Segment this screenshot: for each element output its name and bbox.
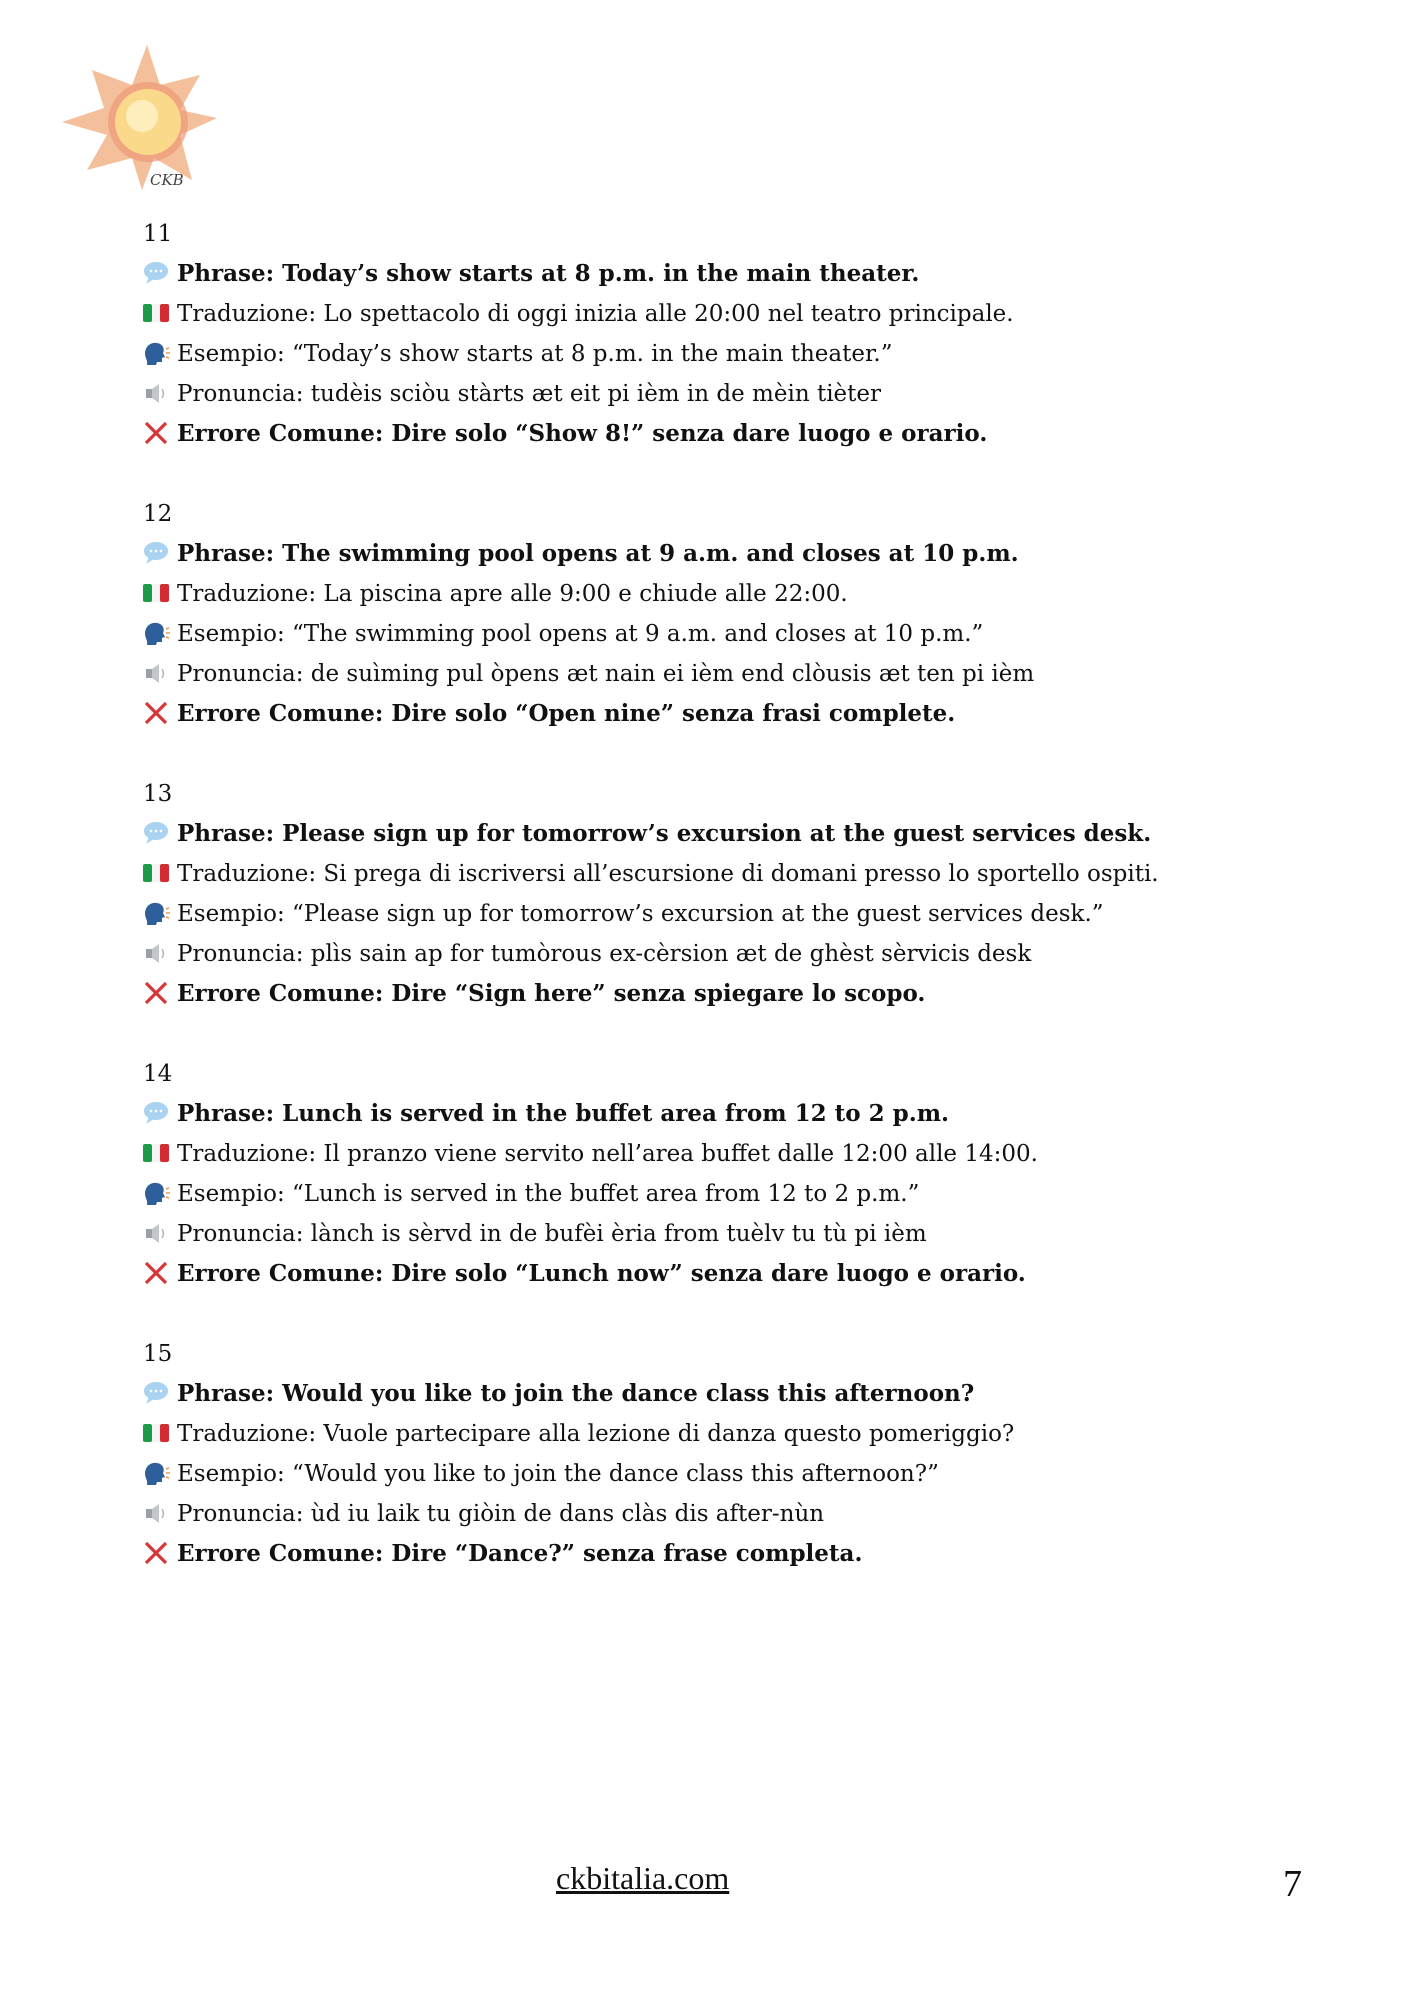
pronunciation-line [143,934,1283,974]
speech-bubble-icon [141,1380,171,1406]
translation-text: Traduzione: Il pranzo viene servito nell’area buffet dalle 12:00 alle 14:00. [177,1141,1038,1167]
speaking-head-icon [141,1460,171,1486]
phrase-entry [143,1334,1283,1574]
translation-line [143,854,1283,894]
speaker-icon [141,1220,171,1246]
translation-line [143,1414,1283,1454]
error-text: Errore Comune: Dire solo “Lunch now” senza dare luogo e orario. [177,1260,1026,1287]
phrase-line [143,1094,1283,1134]
phrase-line [143,1374,1283,1414]
cross-mark-icon [141,1540,171,1566]
example-text: Esempio: “Lunch is served in the buffet area from 12 to 2 p.m.” [177,1181,920,1207]
translation-text: Traduzione: Si prega di iscriversi all’escursione di domani presso lo sportello ospiti. [177,861,1159,887]
example-line [143,334,1283,374]
error-text: Errore Comune: Dire solo “Show 8!” senza dare luogo e orario. [177,420,988,447]
error-line [143,414,1283,454]
pronunciation-text: Pronuncia: de suìming pul òpens æt nain ei ièm end clòusis æt ten pi ièm [177,661,1035,687]
error-text: Errore Comune: Dire solo “Open nine” senza frasi complete. [177,700,956,727]
translation-line [143,294,1283,334]
speech-bubble-icon [141,820,171,846]
translation-text: Traduzione: Lo spettacolo di oggi inizia alle 20:00 nel teatro principale. [177,301,1014,327]
speaking-head-icon [141,900,171,926]
pronunciation-line [143,1494,1283,1534]
example-line [143,894,1283,934]
entry-number: 13 [143,781,173,807]
error-line [143,694,1283,734]
example-text: Esempio: “Please sign up for tomorrow’s excursion at the guest services desk.” [177,901,1104,927]
speech-bubble-icon [141,260,171,286]
error-text: Errore Comune: Dire “Dance?” senza frase completa. [177,1540,863,1567]
pronunciation-line [143,654,1283,694]
phrase-list [143,214,1283,1614]
italian-flag-icon [141,1420,171,1446]
example-line [143,1454,1283,1494]
speaker-icon [141,660,171,686]
page-number: 7 [1283,1863,1302,1905]
phrase-line [143,814,1283,854]
cross-mark-icon [141,980,171,1006]
phrase-text: Phrase: Lunch is served in the buffet area from 12 to 2 p.m. [177,1100,950,1127]
entry-number: 15 [143,1341,173,1367]
entry-number: 11 [143,221,173,247]
speaking-head-icon [141,340,171,366]
speaking-head-icon [141,1180,171,1206]
logo-signature: CKB [150,171,184,189]
speaker-icon [141,1500,171,1526]
phrase-text: Phrase: Would you like to join the dance class this afternoon? [177,1380,975,1407]
speaker-icon [141,380,171,406]
translation-text: Traduzione: La piscina apre alle 9:00 e chiude alle 22:00. [177,581,848,607]
phrase-text: Phrase: Please sign up for tomorrow’s excursion at the guest services desk. [177,820,1152,847]
italian-flag-icon [141,860,171,886]
pronunciation-text: Pronuncia: ùd iu laik tu giòin de dans clàs dis after-nùn [177,1501,825,1527]
pronunciation-line [143,1214,1283,1254]
phrase-entry [143,1054,1283,1294]
cross-mark-icon [141,1260,171,1286]
translation-line [143,1134,1283,1174]
speaker-icon [141,940,171,966]
sun-logo [62,40,232,200]
phrase-entry [143,494,1283,734]
example-text: Esempio: “Today’s show starts at 8 p.m. in the main theater.” [177,341,893,367]
pronunciation-text: Pronuncia: lànch is sèrvd in de bufèi èria from tuèlv tu tù pi ièm [177,1221,927,1247]
phrase-text: Phrase: The swimming pool opens at 9 a.m. and closes at 10 p.m. [177,540,1019,567]
error-line [143,974,1283,1014]
error-line [143,1534,1283,1574]
phrase-line [143,254,1283,294]
error-line [143,1254,1283,1294]
website-link[interactable]: ckbitalia.com [556,1860,730,1896]
cross-mark-icon [141,420,171,446]
pronunciation-line [143,374,1283,414]
pronunciation-text: Pronuncia: tudèis sciòu stàrts æt eit pi ièm in de mèin tièter [177,381,882,407]
translation-line [143,574,1283,614]
example-line [143,614,1283,654]
error-text: Errore Comune: Dire “Sign here” senza spiegare lo scopo. [177,980,926,1007]
speech-bubble-icon [141,540,171,566]
italian-flag-icon [141,1140,171,1166]
entry-number: 12 [143,501,173,527]
cross-mark-icon [141,700,171,726]
example-text: Esempio: “Would you like to join the dance class this afternoon?” [177,1461,939,1487]
speaking-head-icon [141,620,171,646]
phrase-line [143,534,1283,574]
phrase-text: Phrase: Today’s show starts at 8 p.m. in the main theater. [177,260,920,287]
translation-text: Traduzione: Vuole partecipare alla lezione di danza questo pomeriggio? [177,1421,1015,1447]
entry-number: 14 [143,1061,173,1087]
speech-bubble-icon [141,1100,171,1126]
phrase-entry [143,214,1283,454]
pronunciation-text: Pronuncia: plìs sain ap for tumòrous ex-cèrsion æt de ghèst sèrvicis desk [177,941,1032,967]
example-text: Esempio: “The swimming pool opens at 9 a.m. and closes at 10 p.m.” [177,621,984,647]
example-line [143,1174,1283,1214]
italian-flag-icon [141,300,171,326]
italian-flag-icon [141,580,171,606]
phrase-entry [143,774,1283,1014]
